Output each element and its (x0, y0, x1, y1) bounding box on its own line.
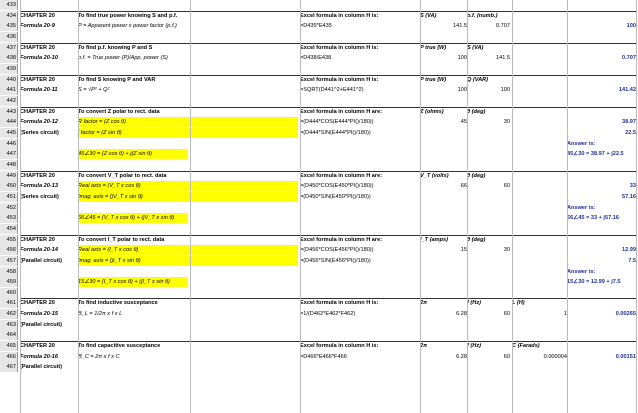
sheet-row (0, 235, 638, 245)
sheet-row (0, 320, 638, 330)
cell-excel-formula[interactable]: Excel formula in column H is: (300, 76, 379, 83)
cell-answer[interactable]: 0.00265 (615, 311, 636, 318)
column-gridline (567, 0, 568, 413)
cell-header-1[interactable]: P true (W) (420, 76, 447, 83)
sheet-row (0, 75, 638, 85)
block-top-border (20, 341, 636, 342)
row-number[interactable]: 450 (0, 181, 18, 191)
cell-excel-formula[interactable]: =(D444*COS(E444*PI()/180)) (300, 119, 374, 126)
row-number[interactable]: 458 (0, 267, 18, 277)
cell-header-1[interactable]: 2π (420, 300, 428, 307)
row-number[interactable]: 455 (0, 235, 18, 245)
cell-header-1[interactable]: Z (ohms) (420, 108, 444, 115)
row-number[interactable]: 443 (0, 107, 18, 117)
row-number[interactable]: 447 (0, 149, 18, 159)
row-number[interactable]: 457 (0, 256, 18, 266)
row-number[interactable]: 467 (0, 362, 18, 372)
cell-excel-formula[interactable]: Excel formula in column H is: (300, 12, 379, 19)
row-number[interactable]: 452 (0, 203, 18, 213)
sheet-row (0, 160, 638, 170)
cell-value-3[interactable]: 0.000004 (543, 353, 567, 360)
row-number[interactable]: 436 (0, 32, 18, 42)
row-number[interactable]: 442 (0, 96, 18, 106)
cell-value-1[interactable]: 66 (460, 183, 467, 190)
sheet-row (0, 352, 638, 362)
sheet-row (0, 224, 638, 234)
row-number[interactable]: 441 (0, 85, 18, 95)
cell-header-1[interactable]: I_T (amps) (420, 236, 448, 243)
cell-chapter[interactable]: (Parallel circuit) (20, 321, 62, 328)
sheet-row (0, 341, 638, 351)
sheet-row (0, 330, 638, 340)
sheet-row (0, 245, 638, 255)
cell-value-2[interactable]: 60 (503, 353, 510, 360)
cell-value-2[interactable]: 0.707 (496, 23, 510, 30)
cell-value-2[interactable]: 30 (503, 247, 510, 254)
sheet-row (0, 149, 638, 159)
cell-description[interactable]: B_C = 2π x f x C (78, 353, 120, 360)
sheet-row (0, 298, 638, 308)
sheet-row (0, 85, 638, 95)
cell-header-3[interactable]: L (H) (512, 300, 525, 307)
cell-description[interactable]: To find S knowing P and VAR (78, 76, 156, 83)
column-gridline (512, 0, 513, 413)
row-number[interactable]: 463 (0, 320, 18, 330)
block-top-border (20, 43, 636, 44)
cell-header-2[interactable]: Q (VAR) (467, 76, 489, 83)
row-number[interactable]: 437 (0, 43, 18, 53)
row-number[interactable]: 445 (0, 128, 18, 138)
block-top-border (20, 171, 636, 172)
sheet-row (0, 53, 638, 63)
row-number[interactable]: 449 (0, 171, 18, 181)
cell-description[interactable]: To convert V_T polar to rect. data (78, 172, 167, 179)
row-number[interactable]: 456 (0, 245, 18, 255)
cell-header-2[interactable]: θ (deg) (467, 108, 486, 115)
cell-header-1[interactable]: 2π (420, 343, 428, 350)
cell-description[interactable]: 15∠30 = (I_T x cos θ) + (jI_T x sin θ) (78, 279, 170, 286)
cell-answer-label[interactable]: Answer is: (567, 268, 596, 275)
cell-value-1[interactable]: 100 (457, 87, 467, 94)
row-number[interactable]: 444 (0, 117, 18, 127)
sheet-row (0, 171, 638, 181)
sheet-row (0, 213, 638, 223)
sheet-row (0, 64, 638, 74)
column-gridline (636, 0, 637, 413)
cell-excel-formula[interactable]: Excel formula in column H is: (300, 44, 379, 51)
row-number[interactable]: 433 (0, 0, 18, 10)
sheet-row (0, 288, 638, 298)
row-number[interactable]: 446 (0, 139, 18, 149)
sheet-row (0, 256, 638, 266)
row-number[interactable]: 451 (0, 192, 18, 202)
column-gridline (78, 0, 79, 413)
row-number[interactable]: 461 (0, 298, 18, 308)
block-top-border (20, 11, 636, 12)
row-number[interactable]: 466 (0, 352, 18, 362)
cell-excel-formula[interactable]: Excel formula in column H is: (300, 343, 379, 350)
row-number[interactable]: 448 (0, 160, 18, 170)
cell-chapter[interactable]: Formula 20-14 (20, 247, 58, 254)
row-number[interactable]: 434 (0, 11, 18, 21)
cell-excel-formula[interactable]: Excel formula in column H is: (300, 300, 379, 307)
cell-value-1[interactable]: 100 (457, 55, 467, 62)
cell-excel-formula[interactable]: =(D450*SIN(E450*PI()/180)) (300, 193, 371, 200)
cell-chapter[interactable]: (Parallel circuit) (20, 257, 62, 264)
sheet-row (0, 128, 638, 138)
block-top-border (20, 235, 636, 236)
cell-answer[interactable]: 141.42 (618, 87, 636, 94)
cell-answer[interactable]: 7.5 (628, 257, 636, 264)
cell-description[interactable]: Real axis = (I_T x cos θ) (78, 247, 139, 254)
row-number[interactable]: 454 (0, 224, 18, 234)
cell-answer-label[interactable]: Answer is: (567, 140, 596, 147)
cell-description[interactable]: To convert Z polar to rect. data (78, 108, 160, 115)
cell-description[interactable]: To find p.f. knowing P and S (78, 44, 153, 51)
cell-description[interactable]: S = √P² + Q² (78, 87, 110, 94)
cell-answer-label[interactable]: 45∠30 = 38.97 + j22.5 (567, 151, 624, 158)
cell-value-1[interactable]: 6.28 (456, 353, 467, 360)
cell-excel-formula[interactable]: =SQRT(D441^2+E441^2) (300, 87, 364, 94)
column-gridline (420, 0, 421, 413)
cell-description[interactable]: Imag. axis = (jI_T x sin θ) (78, 257, 141, 264)
cell-description[interactable]: B_L = 1/2π x f x L (78, 311, 123, 318)
cell-chapter[interactable]: (Series circuit) (20, 129, 59, 136)
row-number[interactable]: 465 (0, 341, 18, 351)
cell-chapter[interactable]: Formula 20-10 (20, 55, 58, 62)
cell-chapter[interactable]: CHAPTER 20 (20, 44, 55, 51)
cell-answer[interactable]: 0.707 (622, 55, 636, 62)
cell-chapter[interactable]: CHAPTER 20 (20, 343, 55, 350)
sheet-row (0, 362, 638, 372)
cell-answer-label[interactable]: 66∠45 = 33 + j57.16 (567, 215, 619, 222)
cell-answer[interactable]: 22.5 (625, 129, 636, 136)
cell-value-2[interactable]: 141.5 (496, 55, 510, 62)
sheet-row (0, 107, 638, 117)
cell-description[interactable]: Real axis = (V_T x cos θ) (78, 183, 141, 190)
row-number[interactable]: 462 (0, 309, 18, 319)
cell-chapter[interactable]: CHAPTER 20 (20, 236, 55, 243)
cell-chapter[interactable]: Formula 20-13 (20, 183, 58, 190)
cell-value-1[interactable]: 141.5 (453, 23, 467, 30)
cell-answer-label[interactable]: Answer is: (567, 204, 596, 211)
sheet-row (0, 11, 638, 21)
cell-header-1[interactable]: V_T (volts) (420, 172, 449, 179)
cell-description[interactable]: 66∠45 = (V_T x cos θ) + (jV_T x sin θ) (78, 215, 175, 222)
sheet-row (0, 21, 638, 31)
sheet-row (0, 277, 638, 287)
sheet-row (0, 32, 638, 42)
cell-chapter[interactable]: CHAPTER 20 (20, 172, 55, 179)
row-number[interactable]: 438 (0, 53, 18, 63)
cell-value-2[interactable]: 60 (503, 311, 510, 318)
cell-chapter[interactable]: Formula 20-15 (20, 311, 58, 318)
cell-value-3[interactable]: 1 (563, 311, 567, 318)
sheet-row (0, 192, 638, 202)
cell-excel-formula[interactable]: =(D450*COS(E450*PI()/180)) (300, 183, 374, 190)
cell-excel-formula[interactable]: =D438/E438 (300, 55, 332, 62)
sheet-row (0, 0, 638, 10)
column-gridline (300, 0, 301, 413)
cell-header-2[interactable]: f (Hz) (467, 300, 481, 307)
cell-value-1[interactable]: 45 (460, 119, 467, 126)
cell-answer[interactable]: 57.16 (622, 193, 636, 200)
cell-description[interactable]: R factor = (Z cos θ) (78, 119, 126, 126)
cell-excel-formula[interactable]: =D435*E435 (300, 23, 332, 30)
cell-excel-formula[interactable]: =D466*E466*F466 (300, 353, 347, 360)
cell-description[interactable]: p.f. = True power (P)/App. power (S) (78, 55, 168, 62)
cell-value-1[interactable]: 6.28 (456, 311, 467, 318)
block-top-border (20, 75, 636, 76)
cell-answer[interactable]: 0.00151 (615, 353, 636, 360)
cell-excel-formula[interactable]: =(D456*SIN(E456*PI()/180)) (300, 257, 371, 264)
cell-answer[interactable]: 38.97 (622, 119, 636, 126)
cell-answer[interactable]: 33 (629, 183, 636, 190)
cell-chapter[interactable]: Formula 20-12 (20, 119, 58, 126)
row-number[interactable]: 464 (0, 330, 18, 340)
cell-answer[interactable]: 100 (626, 23, 636, 30)
row-number[interactable]: 435 (0, 21, 18, 31)
cell-description[interactable]: Imag. axis = (jV_T x sin θ) (78, 193, 143, 200)
cell-description[interactable]: To find true power knowing S and p.f. (78, 12, 178, 19)
sheet-row (0, 96, 638, 106)
block-top-border (20, 107, 636, 108)
cell-chapter[interactable]: CHAPTER 20 (20, 108, 55, 115)
row-number[interactable]: 440 (0, 75, 18, 85)
cell-chapter[interactable]: Formula 20-11 (20, 87, 58, 94)
cell-answer-label[interactable]: 15∠30 = 12.99 + j7.5 (567, 279, 621, 286)
block-top-border (20, 298, 636, 299)
cell-header-2[interactable]: f (Hz) (467, 343, 481, 350)
cell-answer[interactable]: 12.99 (622, 247, 636, 254)
column-gridline (20, 0, 21, 413)
cell-description[interactable]: P = Apparent power x power factor (p.f.) (78, 23, 177, 30)
cell-value-2[interactable]: 60 (503, 183, 510, 190)
cell-header-1[interactable]: S (VA) (420, 12, 437, 19)
cell-chapter[interactable]: CHAPTER 20 (20, 300, 55, 307)
cell-excel-formula[interactable]: =(D444*SIN(E444*PI()/180)) (300, 129, 371, 136)
cell-chapter[interactable]: Formula 20-16 (20, 353, 58, 360)
cell-value-1[interactable]: 15 (460, 247, 467, 254)
cell-description[interactable]: j factor = (Z sin θ) (78, 129, 122, 136)
cell-header-3[interactable]: C (Farads) (512, 343, 540, 350)
cell-chapter[interactable]: CHAPTER 20 (20, 76, 55, 83)
cell-header-2[interactable]: θ (deg) (467, 172, 486, 179)
sheet-row (0, 117, 638, 127)
cell-chapter[interactable]: Formula 20-9 (20, 23, 55, 30)
cell-chapter[interactable]: (Series circuit) (20, 193, 59, 200)
cell-description[interactable]: To find inductive susceptance (78, 300, 158, 307)
cell-excel-formula[interactable]: Excel formula in column H are: (300, 172, 383, 179)
cell-excel-formula[interactable]: Excel formula in column H are: (300, 108, 383, 115)
sheet-row (0, 309, 638, 319)
cell-description[interactable]: To convert I_T polar to rect. data (78, 236, 165, 243)
cell-header-1[interactable]: P true (W) (420, 44, 447, 51)
sheet-row (0, 181, 638, 191)
column-gridline (467, 0, 468, 413)
row-number[interactable]: 439 (0, 64, 18, 74)
column-gridline (190, 0, 191, 413)
row-number[interactable]: 459 (0, 277, 18, 287)
cell-value-2[interactable]: 30 (503, 119, 510, 126)
sheet-row (0, 267, 638, 277)
cell-header-2[interactable]: S (VA) (467, 44, 484, 51)
cell-excel-formula[interactable]: =(D456*COS(E456*PI()/180)) (300, 247, 374, 254)
cell-excel-formula[interactable]: =1/(D462*E462*F462) (300, 311, 356, 318)
cell-description[interactable]: To find capacitive susceptance (78, 343, 161, 350)
sheet-row (0, 203, 638, 213)
cell-header-2[interactable]: θ (deg) (467, 236, 486, 243)
sheet-row (0, 43, 638, 53)
cell-value-2[interactable]: 100 (500, 87, 510, 94)
cell-excel-formula[interactable]: Excel formula in column H are: (300, 236, 383, 243)
cell-chapter[interactable]: CHAPTER 20 (20, 12, 55, 19)
cell-header-2[interactable]: p.f. (numb.) (467, 12, 498, 19)
row-number[interactable]: 460 (0, 288, 18, 298)
cell-chapter[interactable]: (Parallel circuit) (20, 364, 62, 371)
row-number[interactable]: 453 (0, 213, 18, 223)
cell-description[interactable]: 45∠30 = (Z cos θ) + j(Z sin θ) (78, 151, 152, 158)
sheet-row (0, 139, 638, 149)
